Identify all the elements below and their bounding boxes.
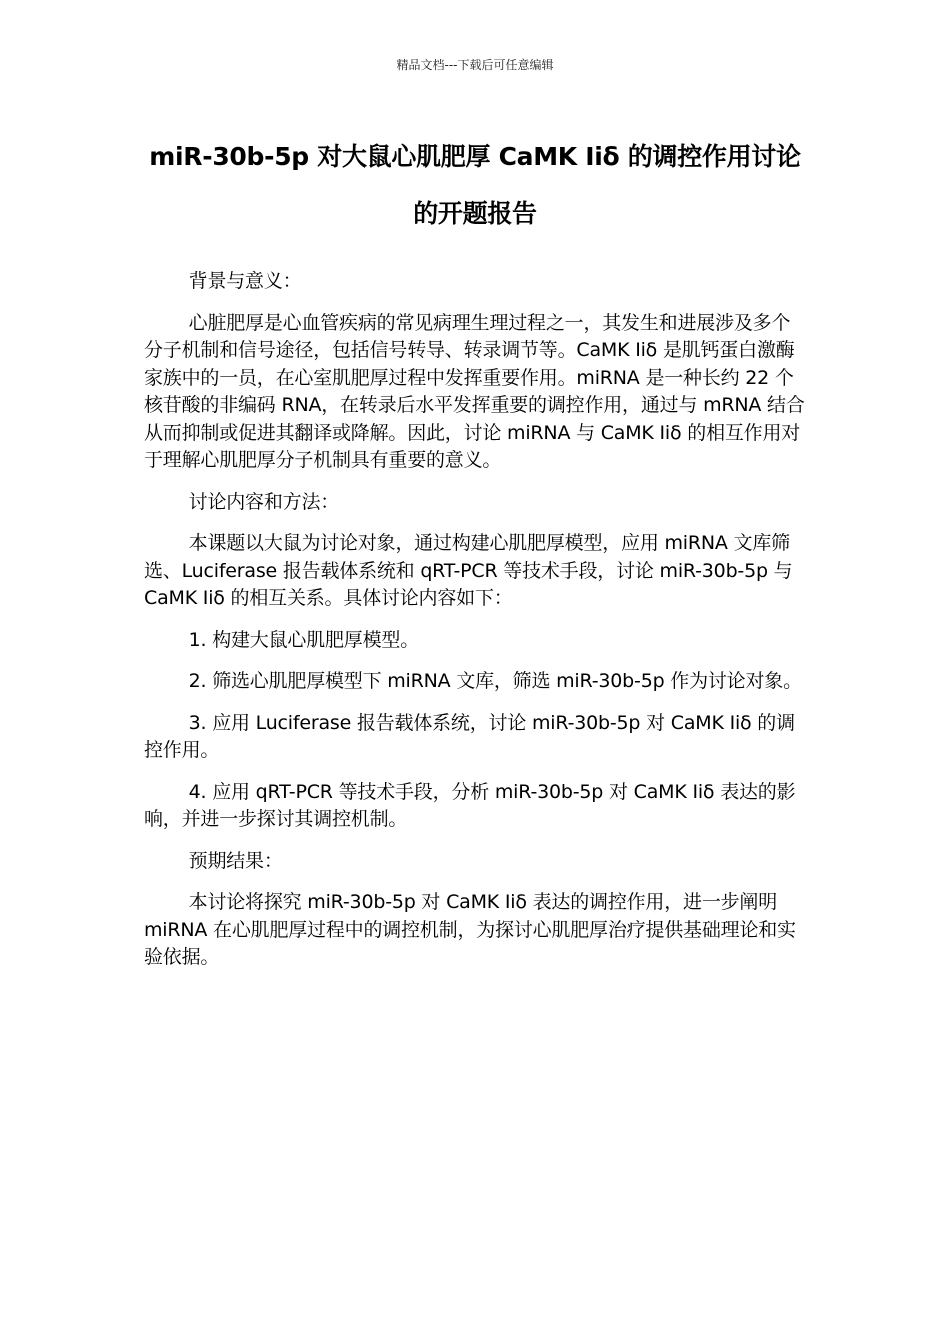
methods-item-1: 1. 构建大鼠心肌肥厚模型。 xyxy=(188,628,420,651)
methods-paragraph: 本课题以大鼠为讨论对象，通过构建心肌肥厚模型，应用 miRNA 文库筛选、Luciferase 报告载体系统和 qRT-PCR 等技术手段，讨论 miR-30b-5p 与 CaMK Iiδ 的相互关系。具体讨论内容如下： xyxy=(144,532,793,609)
header-note: 精品文档---下载后可任意编辑 xyxy=(396,58,554,72)
methods-item-2: 2. 筛选心肌肥厚模型下 miRNA 文库，筛选 miR-30b-5p 作为讨论对象。 xyxy=(188,670,802,692)
methods-item-4: 4. 应用 qRT-PCR 等技术手段，分析 miR-30b-5p 对 CaMK Iiδ 表达的影响，并进一步探讨其调控机制。 xyxy=(144,780,796,830)
results-heading: 预期结果： xyxy=(188,849,283,872)
methods-item-3: 3. 应用 Luciferase 报告载体系统，讨论 miR-30b-5p 对 CaMK Iiδ 的调控作用。 xyxy=(144,711,795,761)
background-heading: 背景与意义： xyxy=(188,270,302,292)
document-title: miR-30b-5p 对大鼠心肌肥厚 CaMK Iiδ 的调控作用讨论的开题报告 xyxy=(149,142,801,228)
results-paragraph: 本讨论将探究 miR-30b-5p 对 CaMK Iiδ 表达的调控作用，进一步阐明 miRNA 在心肌肥厚过程中的调控机制，为探讨心肌肥厚治疗提供基础理论和实验依据。 xyxy=(144,891,796,968)
document-body xyxy=(144,268,808,972)
background-paragraph: 心脏肥厚是心血管疾病的常见病理生理过程之一，其发生和进展涉及多个分子机制和信号途径，包括信号转导、转录调节等。CaMK Iiδ 是肌钙蛋白激酶家族中的一员，在心室肌肥厚过程中发挥重要作用。miRNA 是一种长约 22 个核苷酸的非编码 RNA，在转录后水平发挥重要的调控作用，通过与 mRNA 结合从而抑制或促进其翻译或降解。因此，讨论 miRNA 与 CaMK Iiδ 的相互作用对于理解心肌肥厚分子机制具有重要的意义。 xyxy=(144,311,805,471)
methods-heading: 讨论内容和方法： xyxy=(188,490,340,513)
